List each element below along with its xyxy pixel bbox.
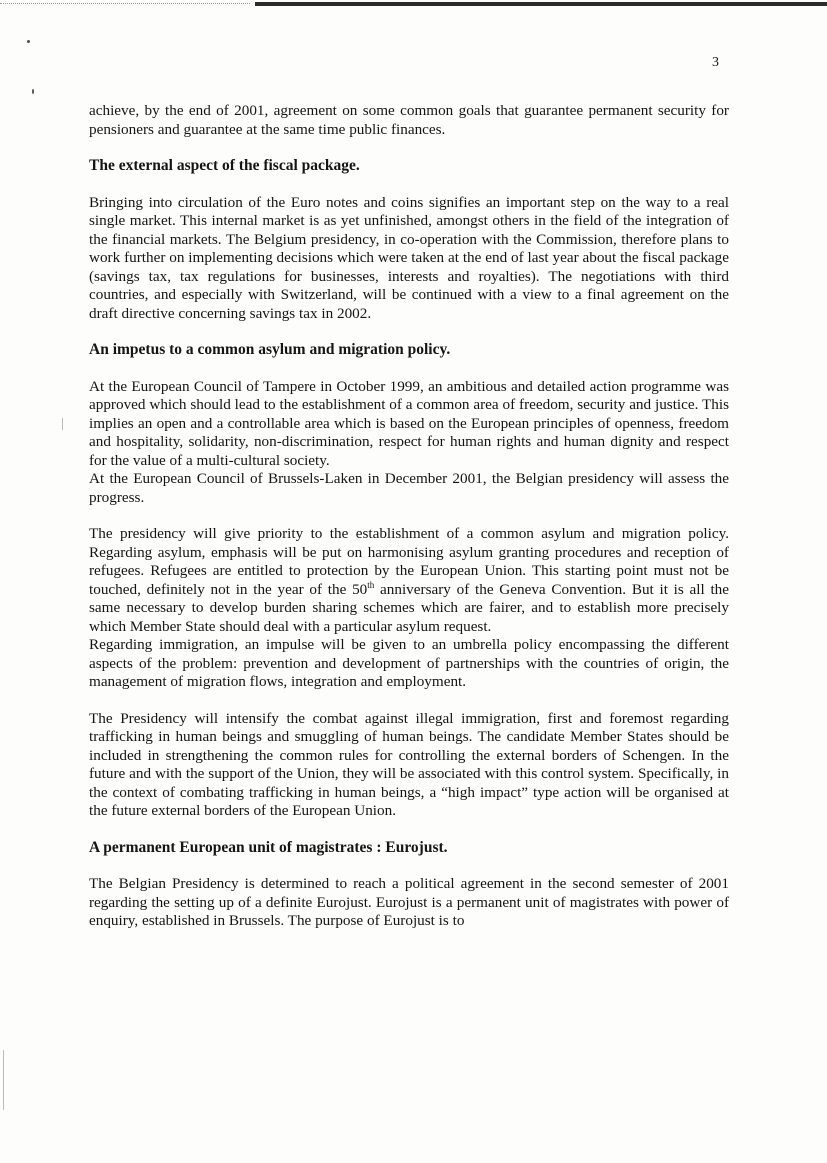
paragraph-pensions: achieve, by the end of 2001, agreement on some common goals that guarantee permanent security for pensioners and guarantee at the same time public finances.	[89, 102, 729, 138]
paragraph-eurojust: The Belgian Presidency is determined to reach a political agreement in the second semester of 2001 regarding the setting up of a definite Eurojust. Eurojust is a permanent unit of magistrates with power of enquiry, established in Brussels. The purpose of Eurojust is to	[89, 875, 729, 929]
scan-speck	[27, 40, 30, 43]
paragraph-illegal-immigration: The Presidency will intensify the combat against illegal immigration, first and foremost regarding trafficking in human beings and smuggling of human beings. The candidate Member States should be included in strengthening the common rules for controlling the external borders of Schengen. In the future and with the support of the Union, they will be associated with this control system. Specifically, in the context of combating trafficking in human beings, a “high impact” type action will be organised at the future external borders of the European Union.	[89, 709, 729, 819]
asylum-text-part-1: The presidency will give priority to the establishment of a common asylum and migration policy. Regarding asylum, emphasis will be put on harmonising asylum granting procedures and reception of refugees. Refugees are entitled to protection by the European Union. This starting point must not be touched, definitely not in the year of the 50	[89, 525, 729, 598]
paragraph-immigration: Regarding immigration, an impulse will be given to an umbrella policy encompassing the different aspects of the problem: prevention and development of partnerships with the countries of origin, the management of migration flows, integration and employment.	[89, 636, 729, 690]
body-text	[89, 102, 729, 931]
ordinal-suffix: th	[367, 579, 375, 590]
scan-speck	[62, 418, 63, 430]
heading-asylum-migration: An impetus to a common asylum and migration policy.	[89, 341, 451, 358]
paragraph-fiscal-package: Bringing into circulation of the Euro notes and coins signifies an important step on the way to a real single market. This internal market is as yet unfinished, amongst others in the field of the integration of the financial markets. The Belgium presidency, in co-operation with the Commission, therefore plans to work further on implementing decisions which were taken at the end of last year about the fiscal package (savings tax, tax regulations for businesses, interests and royalties). The negotiations with third countries, and especially with Switzerland, will be continued with a view to a final agreement on the draft directive concerning savings tax in 2002.	[89, 193, 729, 322]
asylum-text-part-2: anniversary of the Geneva Convention. But it is all the same necessary to develop burden sharing schemes which are fairer, and to establish more precisely which Member State should deal with a particular asylum request.	[89, 580, 730, 635]
scan-margin-line	[3, 1050, 4, 1110]
paragraph-asylum-priority	[89, 525, 729, 636]
heading-fiscal-package: The external aspect of the fiscal package.	[89, 157, 360, 174]
page-number: 3	[712, 55, 719, 70]
paragraph-tampere: At the European Council of Tampere in October 1999, an ambitious and detailed action programme was approved which should lead to the establishment of a common area of freedom, security and justice. This implies an open and a controllable area which is based on the European principles of openness, freedom and hospitality, solidarity, non-discrimination, respect for human rights and human dignity and respect for the value of a multi-cultural society.	[89, 377, 729, 469]
scan-artifact-line	[255, 2, 827, 6]
paragraph-brussels-laken: At the European Council of Brussels-Laken in December 2001, the Belgian presidency will assess the progress.	[89, 470, 729, 506]
heading-eurojust: A permanent European unit of magistrates : Eurojust.	[89, 838, 448, 856]
scan-artifact-dots	[0, 3, 250, 5]
scan-speck	[32, 89, 34, 94]
